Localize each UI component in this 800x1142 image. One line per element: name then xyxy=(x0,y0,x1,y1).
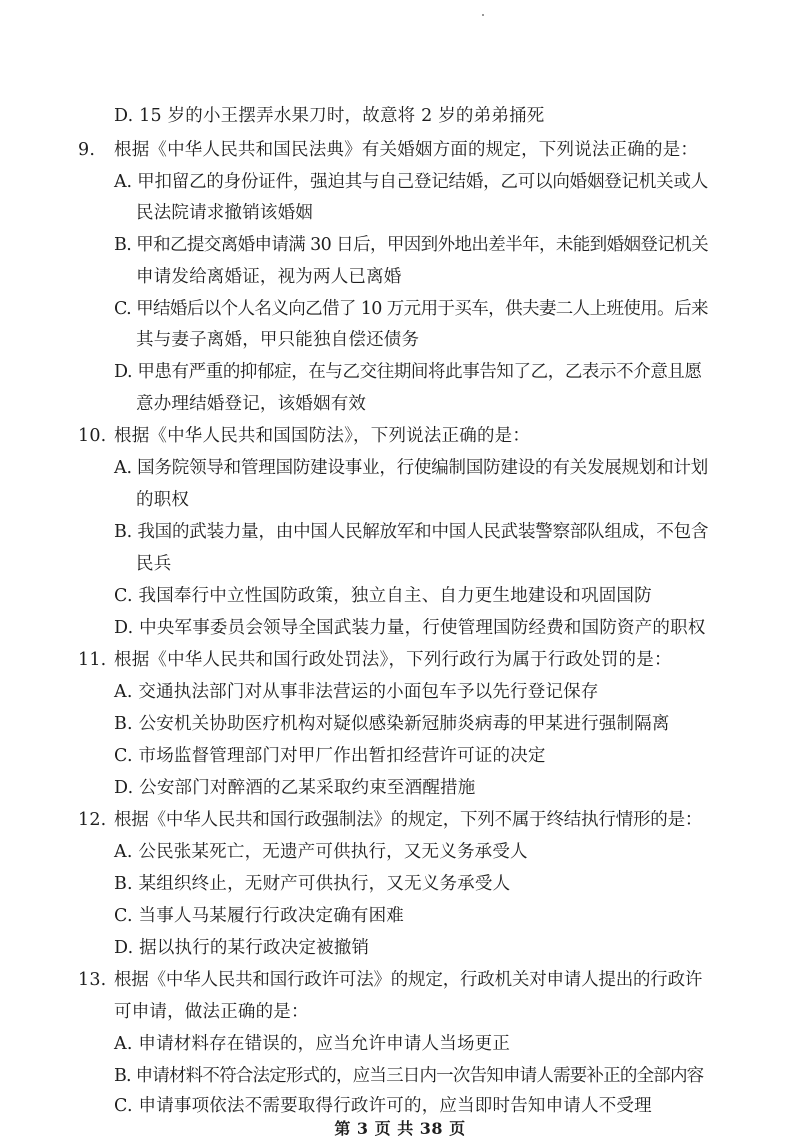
option-line-continued: 民兵 xyxy=(136,554,172,574)
option-line-continued: 其与妻子离婚，甲只能独自偿还债务 xyxy=(136,330,420,350)
option-line: C. 市场监督管理部门对甲厂作出暂扣经营许可证的决定 xyxy=(114,746,546,766)
option-line: A. 甲扣留乙的身份证件，强迫其与自己登记结婚，乙可以向婚姻登记机关或人 xyxy=(114,172,709,192)
question-number: 11. xyxy=(78,650,107,670)
option-line: B. 我国的武装力量，由中国人民解放军和中国人民武装警察部队组成，不包含 xyxy=(114,522,709,542)
option-line-continued: 申请发给离婚证，视为两人已离婚 xyxy=(136,267,402,287)
option-line: C. 甲结婚后以个人名义向乙借了 10 万元用于买车，供夫妻二人上班使用。后来 xyxy=(114,299,708,319)
option-line: B. 公安机关协助医疗机构对疑似感染新冠肺炎病毒的甲某进行强制隔离 xyxy=(114,714,670,734)
option-line: C. 当事人马某履行行政决定确有困难 xyxy=(114,906,404,926)
question-stem: 根据《中华人民共和国民法典》有关婚姻方面的规定，下列说法正确的是： xyxy=(114,140,699,160)
question-number: 12. xyxy=(78,810,107,830)
option-line-continued: 的职权 xyxy=(136,490,190,510)
option-line: B. 甲和乙提交离婚申请满 30 日后，甲因到外地出差半年，未能到婚姻登记机关 xyxy=(114,235,708,255)
option-line: D. 甲患有严重的抑郁症，在与乙交往期间将此事告知了乙，乙表示不介意且愿 xyxy=(114,362,702,382)
option-line: A. 公民张某死亡，无遗产可供执行，又无义务承受人 xyxy=(114,842,528,862)
option-line-continued: 民法院请求撤销该婚姻 xyxy=(136,203,313,223)
question-stem-continued: 可申请，做法正确的是： xyxy=(114,1002,309,1022)
option-line: D. 中央军事委员会领导全国武装力量，行使管理国防经费和国防资产的职权 xyxy=(114,618,706,638)
option-line: A. 国务院领导和管理国防建设事业，行使编制国防建设的有关发展规划和计划 xyxy=(114,458,709,478)
option-line-continued: 意办理结婚登记，该婚姻有效 xyxy=(136,394,367,414)
page-footer: 第 3 页 共 38 页 xyxy=(334,1119,466,1138)
option-line: C. 申请事项依法不需要取得行政许可的，应当即时告知申请人不受理 xyxy=(114,1096,652,1116)
question-number: 9. xyxy=(78,140,96,160)
option-line: B. 申请材料不符合法定形式的，应当三日内一次告知申请人需要补正的全部内容 xyxy=(114,1066,704,1086)
question-number: 10. xyxy=(78,426,107,446)
option-line: D. 公安部门对醉酒的乙某采取约束至酒醒措施 xyxy=(114,778,476,798)
question-number: 13. xyxy=(78,970,107,990)
question-stem: 根据《中华人民共和国行政处罚法》，下列行政行为属于行政处罚的是： xyxy=(114,650,672,670)
question-stem: 根据《中华人民共和国行政强制法》的规定，下列不属于终结执行情形的是： xyxy=(114,810,703,830)
option-line: D. 15 岁的小王摆弄水果刀时，故意将 2 岁的弟弟捅死 xyxy=(114,106,545,126)
question-stem: 根据《中华人民共和国行政许可法》的规定，行政机关对申请人提出的行政许 xyxy=(114,970,703,990)
option-line: C. 我国奉行中立性国防政策，独立自主、自力更生地建设和巩固国防 xyxy=(114,586,652,606)
option-line: B. 某组织终止，无财产可供执行，又无义务承受人 xyxy=(114,874,511,894)
scan-speck xyxy=(482,14,484,16)
option-line: D. 据以执行的某行政决定被撤销 xyxy=(114,938,370,958)
option-line: A. 交通执法部门对从事非法营运的小面包车予以先行登记保存 xyxy=(114,682,599,702)
question-stem: 根据《中华人民共和国国防法》，下列说法正确的是： xyxy=(114,426,531,446)
option-line: A. 申请材料存在错误的，应当允许申请人当场更正 xyxy=(114,1034,511,1054)
